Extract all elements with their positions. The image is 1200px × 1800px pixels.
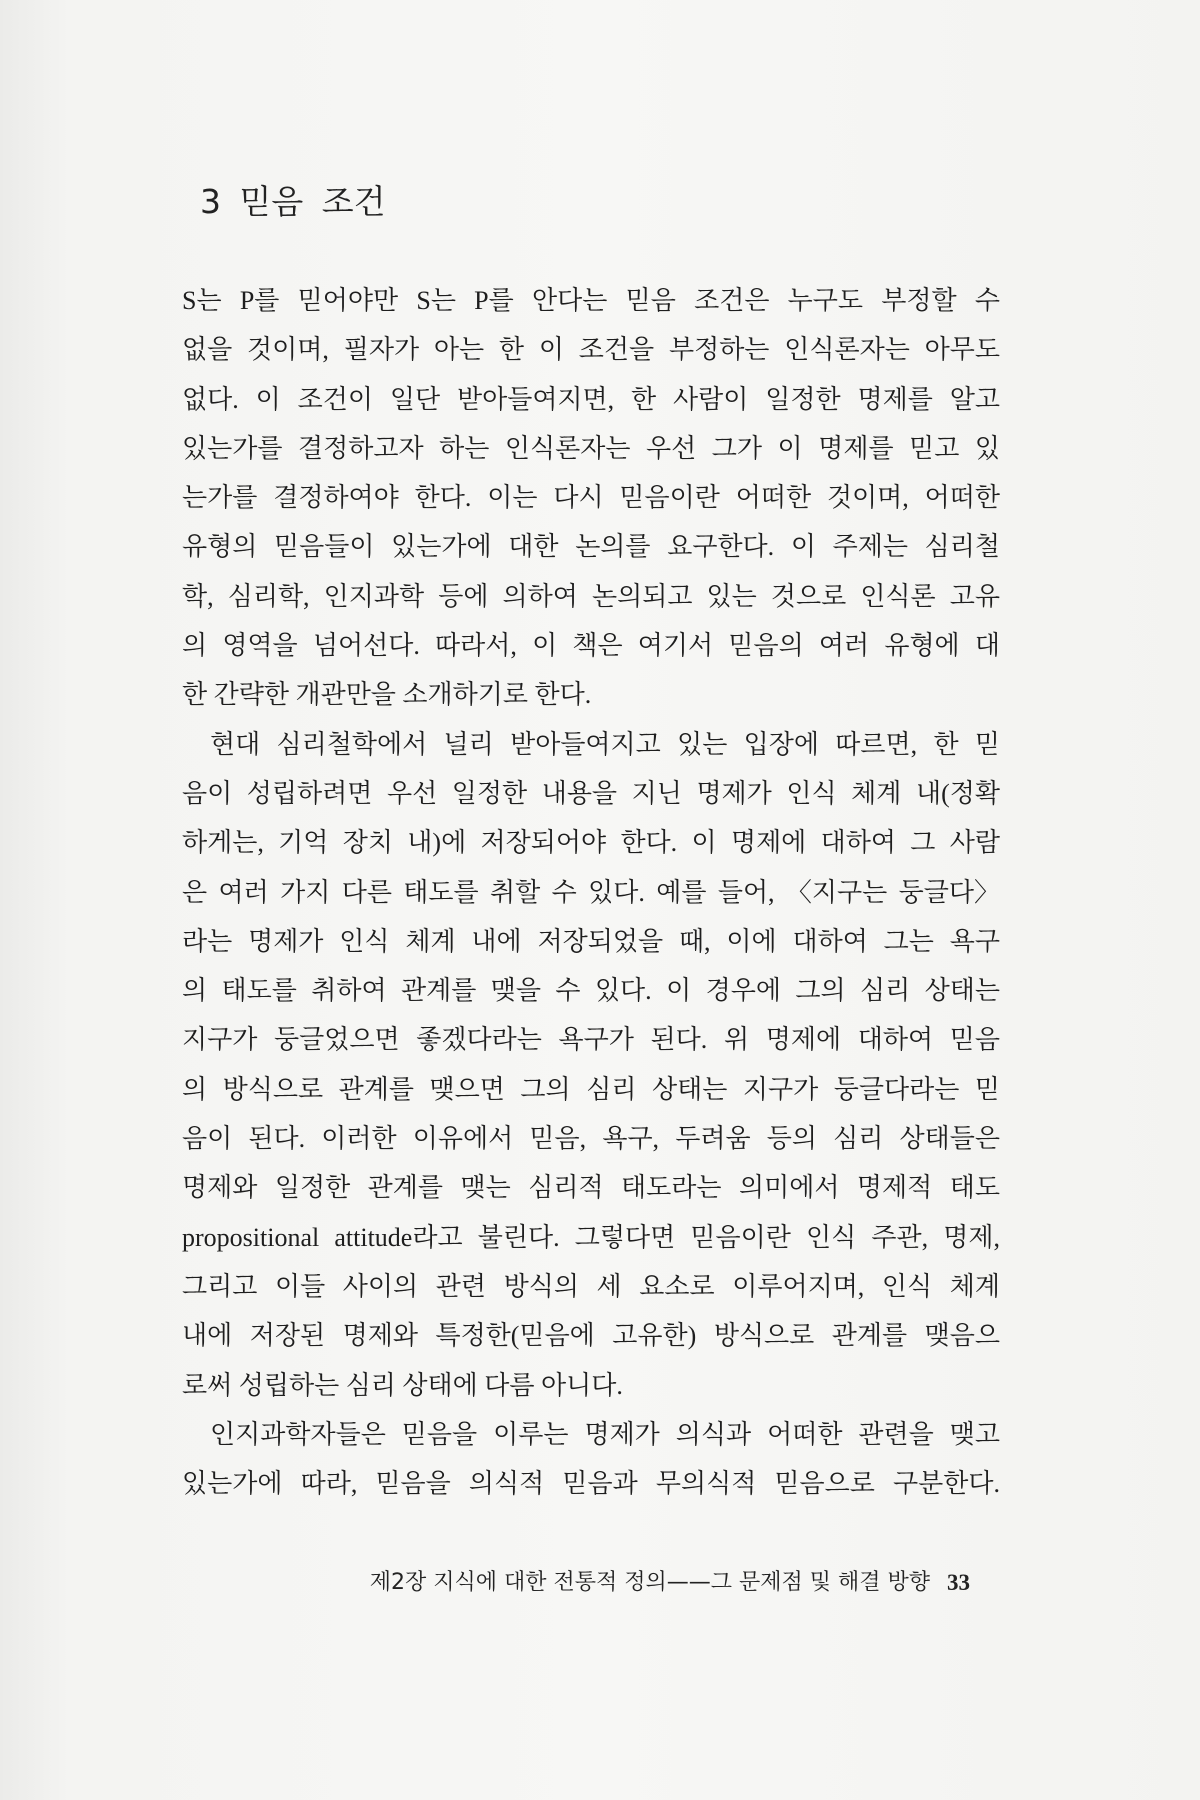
text-line: 있는가를 결정하고자 하는 인식론자는 우선 그가 이 명제를 믿고 있 <box>182 433 1000 463</box>
text-line: 음이 성립하려면 우선 일정한 내용을 지닌 명제가 인식 체계 내(정확 <box>182 778 1000 808</box>
text-line: 의 영역을 넘어선다. 따라서, 이 책은 여기서 믿음의 여러 유형에 대 <box>182 631 1000 661</box>
text-line: S는 P를 믿어야만 S는 P를 안다는 믿음 조건은 누구도 부정할 수 <box>182 286 1000 315</box>
text-line: 로써 성립하는 심리 상태에 다름 아니다. <box>182 1370 623 1400</box>
text-line: 하게는, 기억 장치 내)에 저장되어야 한다. 이 명제에 대하여 그 사람 <box>182 828 1000 858</box>
text-line: 있는가에 따라, 믿음을 의식적 믿음과 무의식적 믿음으로 구분한다. <box>182 1469 1000 1499</box>
text-line: 의 방식으로 관계를 맺으면 그의 심리 상태는 지구가 둥글다라는 믿 <box>182 1074 1000 1104</box>
text-line: 라는 명제가 인식 체계 내에 저장되었을 때, 이에 대하여 그는 욕구 <box>182 926 1000 956</box>
text-line: 의 태도를 취하여 관계를 맺을 수 있다. 이 경우에 그의 심리 상태는 <box>182 976 1000 1006</box>
section-heading: 3 믿음 조건 <box>200 182 386 221</box>
text-line: 없다. 이 조건이 일단 받아들여지면, 한 사람이 일정한 명제를 알고 <box>182 384 1000 414</box>
running-title: 제2장 지식에 대한 전통적 정의——그 문제점 및 해결 방향 <box>369 1570 930 1595</box>
body-text <box>182 276 1000 1508</box>
text-line: 음이 된다. 이러한 이유에서 믿음, 욕구, 두려움 등의 심리 상태들은 <box>182 1124 1000 1154</box>
text-line: 는가를 결정하여야 한다. 이는 다시 믿음이란 어떠한 것이며, 어떠한 <box>182 483 1000 513</box>
text-line: propositional attitude라고 불린다. 그렇다면 믿음이란 인식 주관, 명제, <box>182 1222 1000 1252</box>
paragraph-2 <box>182 720 1000 1410</box>
text-line: 한 간략한 개관만을 소개하기로 한다. <box>182 680 592 710</box>
text-line: 명제와 일정한 관계를 맺는 심리적 태도라는 의미에서 명제적 태도 <box>182 1173 1000 1203</box>
page-number: 33 <box>947 1570 970 1595</box>
text-line: 현대 심리철학에서 널리 받아들여지고 있는 입장에 따르면, 한 믿 <box>210 729 1000 759</box>
page-footer <box>0 1568 1200 1598</box>
text-line: 내에 저장된 명제와 특정한(믿음에 고유한) 방식으로 관계를 맺음으 <box>182 1321 1000 1351</box>
text-line: 인지과학자들은 믿음을 이루는 명제가 의식과 어떠한 관련을 맺고 <box>210 1419 1000 1449</box>
text-line: 은 여러 가지 다른 태도를 취할 수 있다. 예를 들어, 〈지구는 둥글다〉 <box>182 877 1000 907</box>
paragraph-1 <box>182 276 1000 720</box>
text-line: 지구가 둥글었으면 좋겠다라는 욕구가 된다. 위 명제에 대하여 믿음 <box>182 1025 1000 1055</box>
text-line: 그리고 이들 사이의 관련 방식의 세 요소로 이루어지며, 인식 체계 <box>182 1271 1000 1301</box>
text-line: 학, 심리학, 인지과학 등에 의하여 논의되고 있는 것으로 인식론 고유 <box>182 581 1000 611</box>
text-line: 유형의 믿음들이 있는가에 대한 논의를 요구한다. 이 주제는 심리철 <box>182 532 1000 562</box>
text-line: 없을 것이며, 필자가 아는 한 이 조건을 부정하는 인식론자는 아무도 <box>182 335 1000 365</box>
paragraph-3 <box>182 1410 1000 1509</box>
